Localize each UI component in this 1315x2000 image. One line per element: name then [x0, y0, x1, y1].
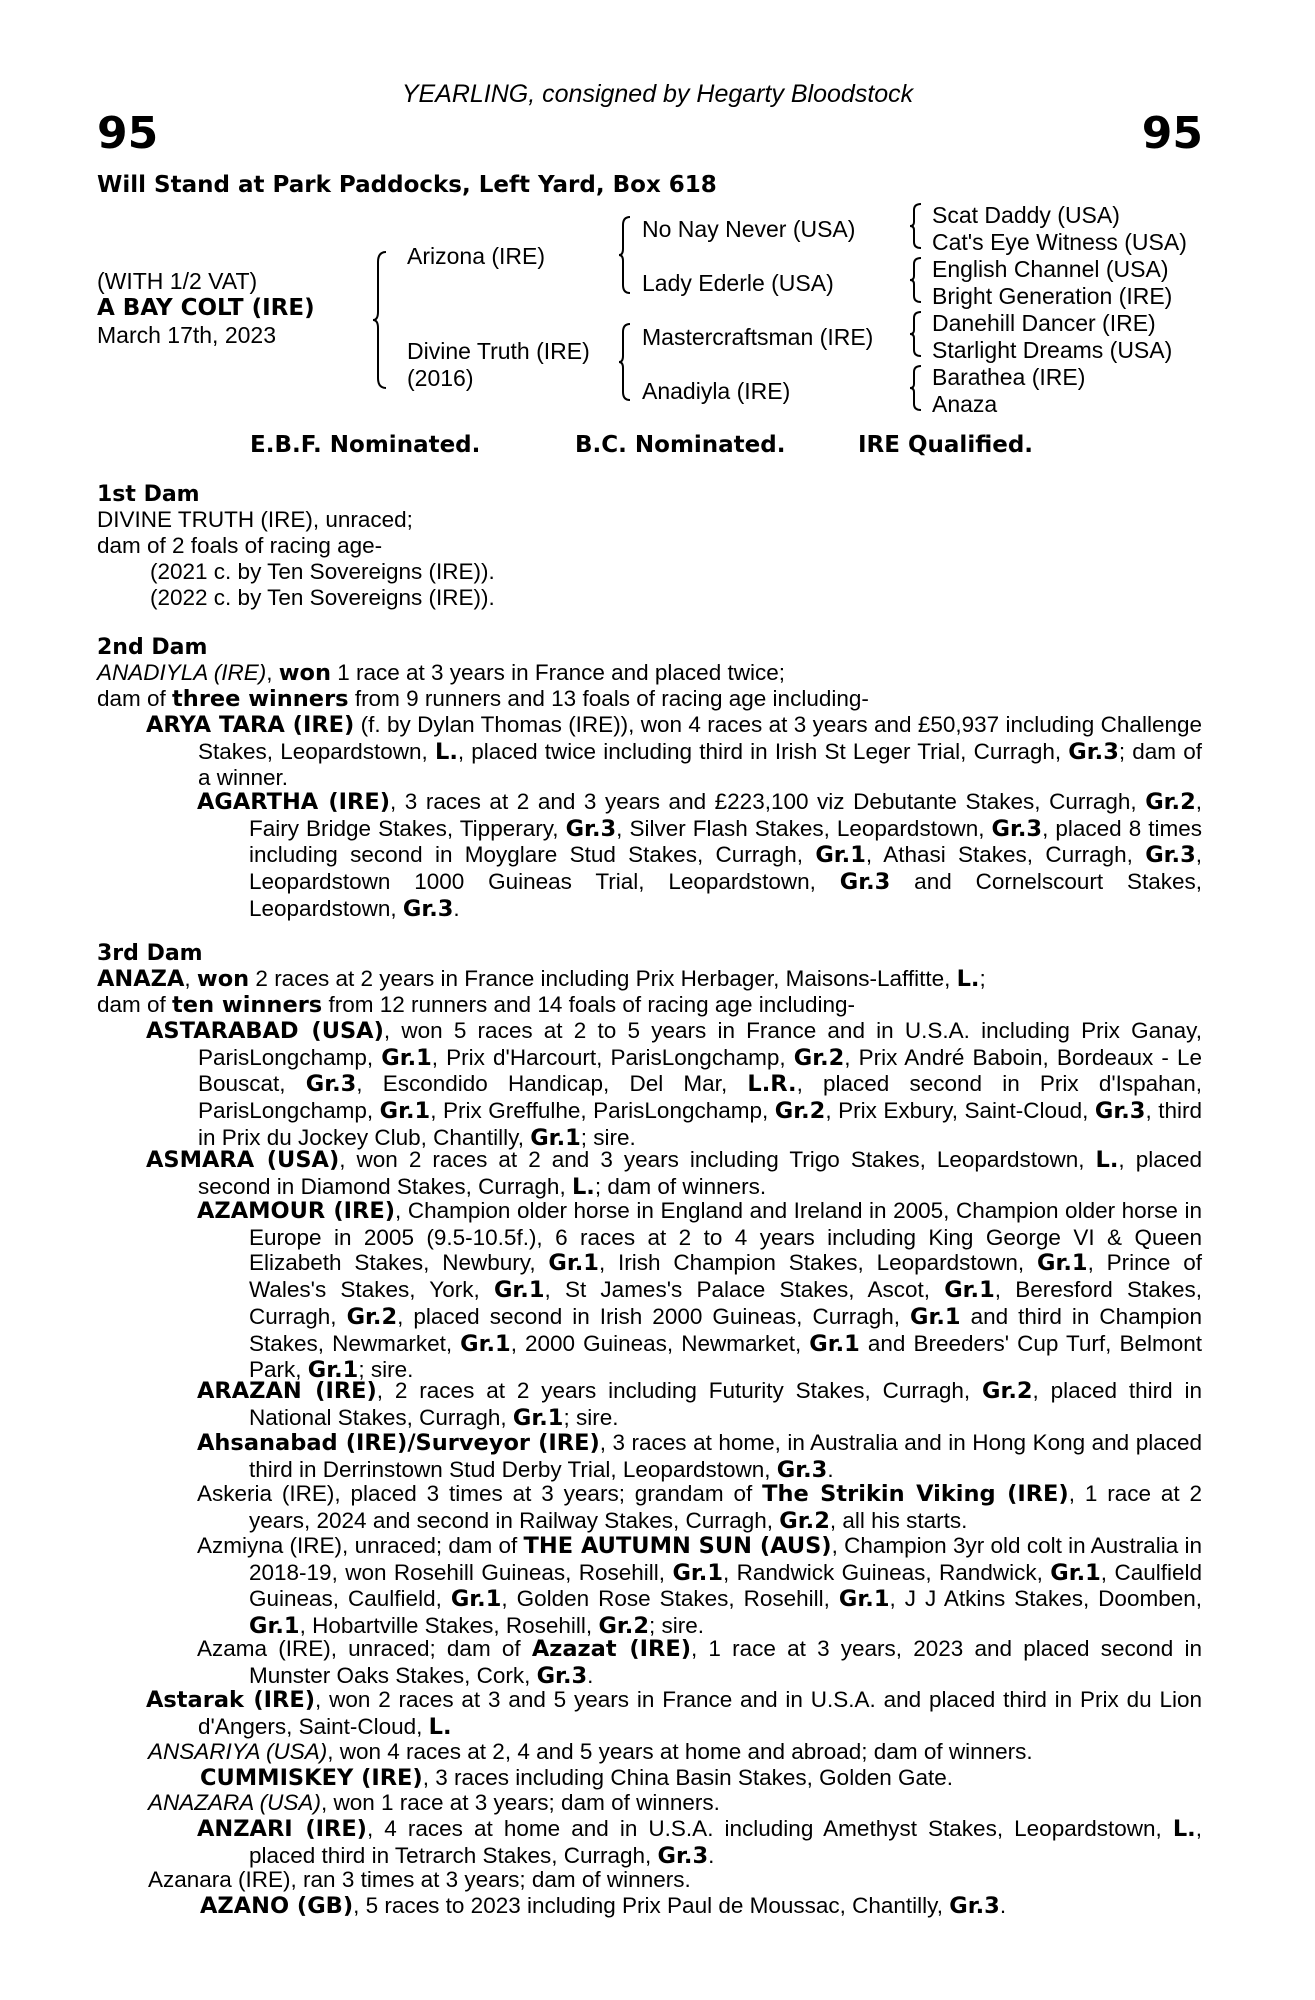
record-azamour: AZAMOUR (IRE), Champion older horse in England and Ireland in 2005, Champion older horse in Europe in 2005 (9.5-10.5f.), 6 races at 2 to 4 years including King George VI & Queen Elizabeth Stakes, Newbury, Gr.1, Irish Champion Stakes, Leopardstown, Gr.1, Prince of Wales's Stakes, York, Gr.1, St James's Palace Stakes, Ascot, Gr.1, Beresford Stakes, Curragh, Gr.2, placed second in Irish 2000 Guineas, Curragh, Gr.1 and third in Champion Stakes, Newmarket, Gr.1, 2000 Guineas, Newmarket, Gr.1 and Breeders' Cup Turf, Belmont Park, Gr.1; sire. [197, 1198, 1203, 1384]
record-anzari: ANZARI (IRE), 4 races at home and in U.S.A. including Amethyst Stakes, Leopardstown, L., placed third in Tetrarch Stakes, Curragh, Gr.3. [197, 1816, 1202, 1869]
pedigree-brace-ds [909, 310, 923, 358]
second-dam-heading: 2nd Dam [97, 635, 208, 660]
record-askeria: Askeria (IRE), placed 3 times at 3 years; grandam of The Strikin Viking (IRE), 1 race at 2 years, 2024 and second in Railway Stakes, Curragh, Gr.2, all his starts. [197, 1481, 1202, 1534]
pedigree-sire-dam: Lady Ederle (USA) [642, 270, 834, 296]
pedigree-dsd: Starlight Dreams (USA) [932, 337, 1173, 363]
pedigree-brace-main [372, 250, 388, 390]
ebf-nominated: E.B.F. Nominated. [250, 432, 481, 458]
record-ansariya: ANSARIYA (USA), won 4 races at 2, 4 and 5 years at home and abroad; dam of winners. [148, 1739, 1033, 1764]
record-arya-tara: ARYA TARA (IRE) (f. by Dylan Thomas (IRE)), won 4 races at 3 years and £50,937 including Challenge Stakes, Leopardstown, L., placed twice including third in Irish St Leger Trial, Curragh, Gr.3; dam of a winner. [146, 712, 1202, 791]
horse-dob: March 17th, 2023 [97, 322, 277, 348]
pedigree-dss: Danehill Dancer (IRE) [932, 310, 1156, 336]
first-dam-heading: 1st Dam [97, 482, 200, 507]
ire-qualified: IRE Qualified. [858, 432, 1034, 458]
second-dam-produce: dam of three winners from 9 runners and 13 foals of racing age including- [97, 686, 869, 712]
record-agartha: AGARTHA (IRE), 3 races at 2 and 3 years and £223,100 viz Debutante Stakes, Curragh, Gr.2, Fairy Bridge Stakes, Tipperary, Gr.3, Silver Flash Stakes, Leopardstown, Gr.3, placed 8 times including second in Moyglare Stud Stakes, Curragh, Gr.1, Athasi Stakes, Curragh, Gr.3, Leopardstown 1000 Guineas Trial, Leopardstown, Gr.3 and Cornelscourt Stakes, Leopardstown, Gr.3. [197, 789, 1203, 922]
first-dam-foal-2021: (2021 c. by Ten Sovereigns (IRE)). [150, 559, 495, 584]
third-dam-heading: 3rd Dam [97, 941, 203, 966]
pedigree-ssd: Cat's Eye Witness (USA) [932, 229, 1187, 255]
record-asmara: ASMARA (USA), won 2 races at 2 and 3 years including Trigo Stakes, Leopardstown, L., placed second in Diamond Stakes, Curragh, L.; dam of winners. [146, 1147, 1202, 1200]
third-dam-produce: dam of ten winners from 12 runners and 14 foals of racing age including- [97, 992, 856, 1018]
pedigree-brace-dd [909, 364, 923, 412]
horse-name: A BAY COLT (IRE) [97, 295, 315, 321]
vat-note: (WITH 1/2 VAT) [97, 268, 258, 294]
record-astarabad: ASTARABAD (USA), won 5 races at 2 to 5 years in France and in U.S.A. including Prix Ganay, ParisLongchamp, Gr.1, Prix d'Harcourt, ParisLongchamp, Gr.2, Prix André Baboin, Bordeaux - Le Bouscat, Gr.3, Escondido Handicap, Del Mar, L.R., placed second in Prix d'Ispahan, ParisLongchamp, Gr.1, Prix Greffulhe, ParisLongchamp, Gr.2, Prix Exbury, Saint-Cloud, Gr.3, third in Prix du Jockey Club, Chantilly, Gr.1; sire. [146, 1018, 1203, 1151]
pedigree-dam-sire: Mastercraftsman (IRE) [642, 324, 874, 350]
first-dam-line-2: dam of 2 foals of racing age- [97, 533, 383, 558]
pedigree-dam-dam: Anadiyla (IRE) [642, 378, 791, 404]
pedigree-brace-dam [618, 322, 632, 402]
first-dam-line-1: DIVINE TRUTH (IRE), unraced; [97, 507, 413, 532]
record-arazan: ARAZAN (IRE), 2 races at 2 years including Futurity Stakes, Curragh, Gr.2, placed third in National Stakes, Curragh, Gr.1; sire. [197, 1378, 1202, 1431]
pedigree-sire: Arizona (IRE) [407, 243, 546, 269]
record-anazara: ANAZARA (USA), won 1 race at 3 years; dam of winners. [148, 1790, 720, 1815]
pedigree-brace-ss [909, 202, 923, 250]
record-azanara: Azanara (IRE), ran 3 times at 3 years; dam of winners. [148, 1867, 691, 1892]
record-astarak: Astarak (IRE), won 2 races at 3 and 5 years in France and in U.S.A. and placed third in Prix du Lion d'Angers, Saint-Cloud, L. [146, 1687, 1202, 1740]
pedigree-sds: English Channel (USA) [932, 256, 1169, 282]
lot-number-right: 95 [1141, 108, 1203, 159]
stand-location: Will Stand at Park Paddocks, Left Yard, Box 618 [97, 172, 717, 198]
third-dam-intro: ANAZA, won 2 races at 2 years in France including Prix Herbager, Maisons-Laffitte, L.; [97, 966, 986, 992]
pedigree-sss: Scat Daddy (USA) [932, 202, 1120, 228]
record-cummiskey: CUMMISKEY (IRE), 3 races including China Basin Stakes, Golden Gate. [200, 1765, 954, 1791]
pedigree-sdd: Bright Generation (IRE) [932, 283, 1173, 309]
pedigree-ddd: Anaza [932, 391, 998, 417]
record-azmiyna: Azmiyna (IRE), unraced; dam of THE AUTUMN SUN (AUS), Champion 3yr old colt in Australia in 2018-19, won Rosehill Guineas, Rosehill, Gr.1, Randwick Guineas, Randwick, Gr.1, Caulfield Guineas, Caulfield, Gr.1, Golden Rose Stakes, Rosehill, Gr.1, J J Atkins Stakes, Doomben, Gr.1, Hobartville Stakes, Rosehill, Gr.2; sire. [197, 1533, 1203, 1640]
pedigree-dam: Divine Truth (IRE) [407, 338, 590, 364]
pedigree-dam-year: (2016) [407, 365, 474, 391]
second-dam-intro: ANADIYLA (IRE), won 1 race at 3 years in France and placed twice; [97, 660, 785, 686]
pedigree-dds: Barathea (IRE) [932, 364, 1086, 390]
lot-number-left: 95 [97, 108, 159, 159]
record-azama: Azama (IRE), unraced; dam of Azazat (IRE), 1 race at 3 years, 2023 and placed second in Munster Oaks Stakes, Cork, Gr.3. [197, 1636, 1202, 1689]
first-dam-foal-2022: (2022 c. by Ten Sovereigns (IRE)). [150, 585, 495, 610]
page-header-title: YEARLING, consigned by Hegarty Bloodstock [401, 80, 914, 108]
bc-nominated: B.C. Nominated. [575, 432, 786, 458]
pedigree-sire-sire: No Nay Never (USA) [642, 216, 856, 242]
record-azano: AZANO (GB), 5 races to 2023 including Prix Paul de Moussac, Chantilly, Gr.3. [200, 1893, 1007, 1919]
record-ahsanabad: Ahsanabad (IRE)/Surveyor (IRE), 3 races at home, in Australia and in Hong Kong and placed third in Derrinstown Stud Derby Trial, Leopardstown, Gr.3. [197, 1430, 1202, 1483]
pedigree-brace-sire [618, 215, 632, 295]
pedigree-brace-sd [909, 256, 923, 304]
